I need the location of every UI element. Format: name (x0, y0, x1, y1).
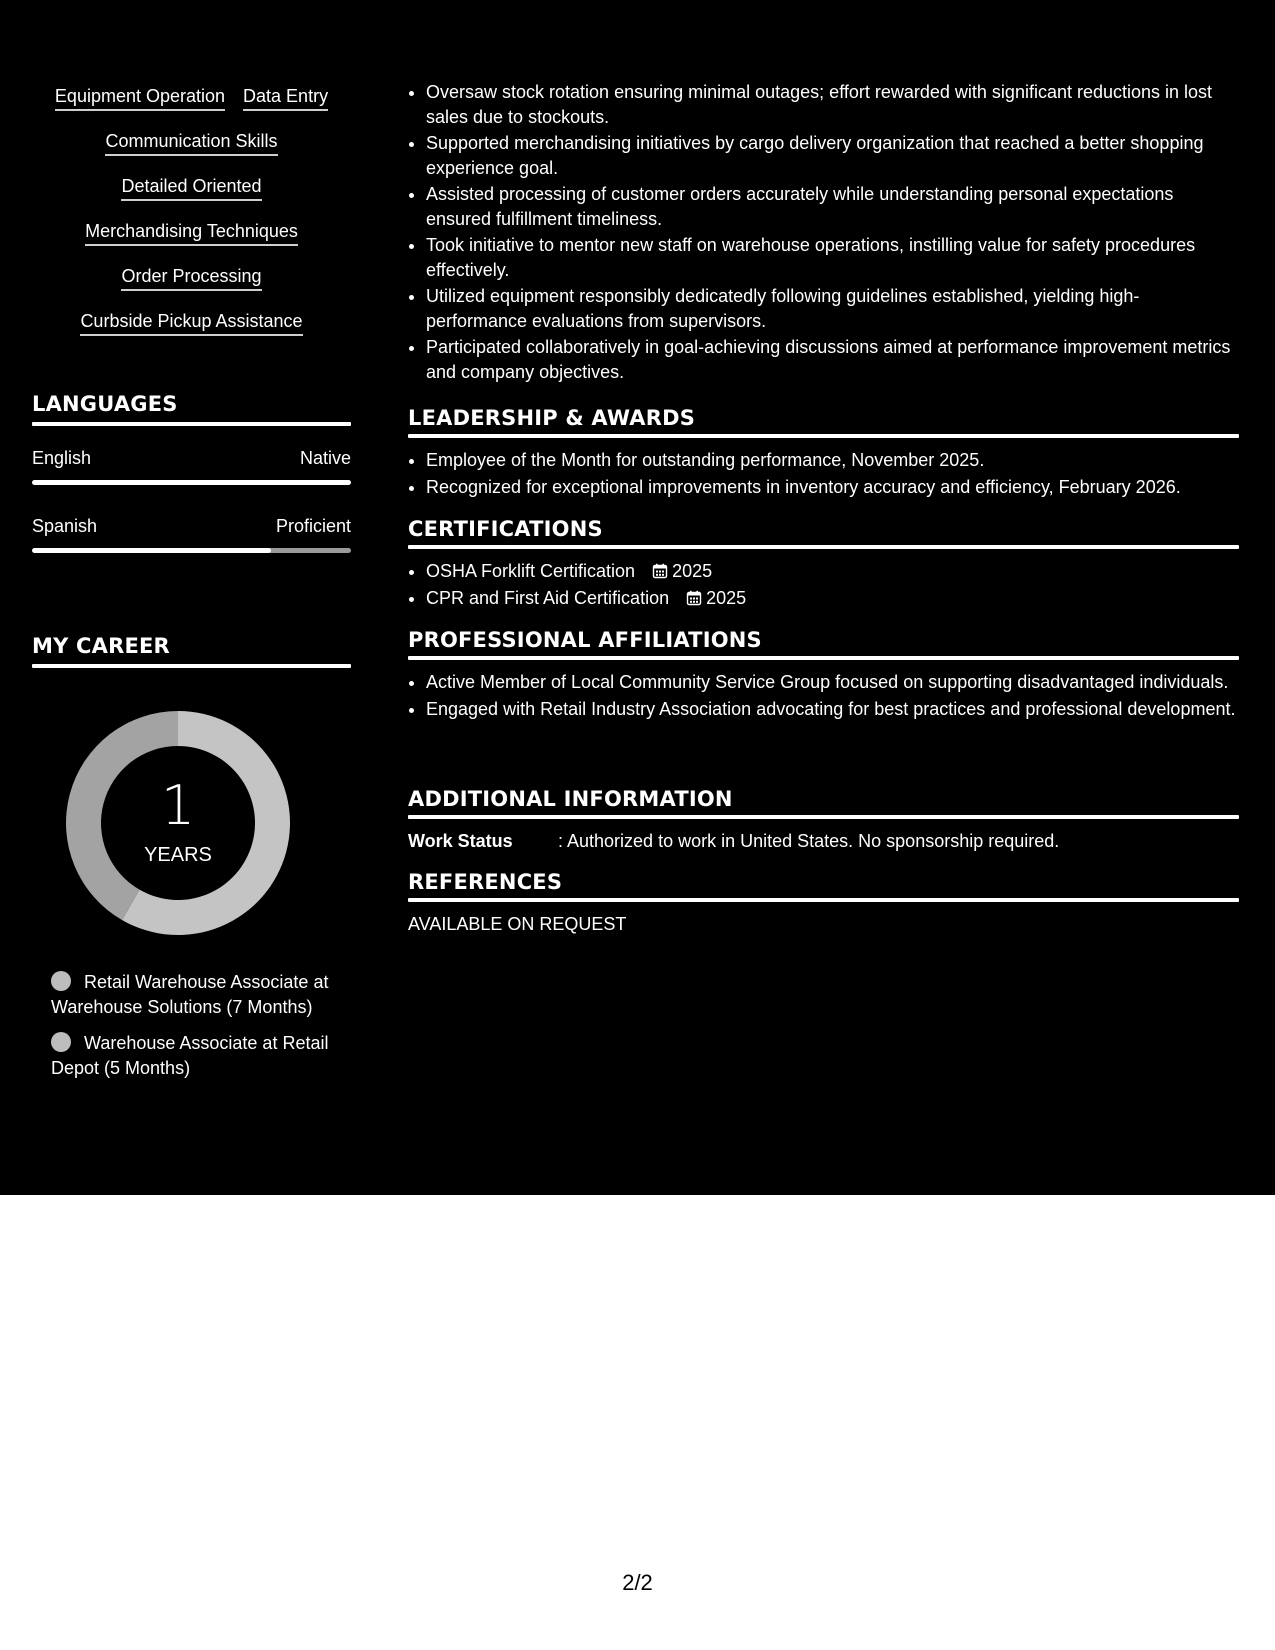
calendar-icon (652, 563, 668, 579)
language-name: English (32, 448, 92, 468)
experience-bullet: • Assisted processing of customer orders accurately while understanding personal expectations ensured fulfillment timeliness. (426, 182, 1239, 231)
work-status-row (408, 829, 1239, 853)
affiliations-heading: PROFESSIONAL AFFILIATIONS (408, 628, 762, 652)
certification-item (426, 559, 1239, 584)
section-rule (32, 422, 351, 426)
skill-row (32, 264, 351, 309)
donut-center (66, 711, 290, 935)
skill-tag: Detailed Oriented (121, 174, 261, 201)
bullet-dot-icon (51, 1032, 71, 1052)
additional-info-heading: ADDITIONAL INFORMATION (408, 787, 733, 811)
skills-list (32, 84, 351, 354)
career-years-value: 1 (160, 774, 196, 837)
career-years-unit: YEARS (144, 844, 212, 866)
career-heading: MY CAREER (32, 634, 170, 658)
work-status-value: : Authorized to work in United States. No sponsorship required. (558, 831, 1060, 851)
language-proficiency-fill (32, 548, 271, 553)
career-section (32, 633, 351, 668)
page-number: 2/2 (622, 1570, 653, 1595)
skill-tag: Communication Skills (105, 129, 277, 156)
skill-tag: Merchandising Techniques (85, 219, 298, 246)
leadership-heading: LEADERSHIP & AWARDS (408, 406, 696, 430)
language-item (32, 446, 351, 485)
languages-heading: LANGUAGES (32, 392, 178, 416)
skill-tag: Order Processing (121, 264, 261, 291)
skill-row (32, 174, 351, 219)
work-status-label: Work Status (408, 831, 513, 851)
skill-row (32, 309, 351, 354)
certification-year: 2025 (706, 587, 747, 608)
experience-bullets (408, 80, 1239, 386)
affiliation-item: • Active Member of Local Community Service Group focused on supporting disadvantaged individuals. (426, 670, 1239, 695)
affiliation-item: • Engaged with Retail Industry Association advocating for best practices and professional development. (426, 697, 1239, 722)
language-item (32, 514, 351, 553)
skill-row (32, 84, 351, 129)
experience-bullet: • Supported merchandising initiatives by cargo delivery organization that reached a better shopping experience goal. (426, 131, 1239, 180)
references-section (408, 869, 1239, 936)
languages-section (32, 391, 351, 553)
references-heading: REFERENCES (408, 870, 563, 894)
bullet-dot-icon (51, 971, 71, 991)
certifications-section (408, 516, 1239, 612)
language-name: Spanish (32, 516, 98, 536)
career-donut-chart (66, 711, 290, 935)
skill-tag: Curbside Pickup Assistance (80, 309, 302, 336)
certification-name: OSHA Forklift Certification (426, 561, 636, 581)
career-item-label: Warehouse Associate at Retail Depot (5 Months) (51, 1033, 329, 1078)
certification-item (426, 586, 1239, 611)
references-text: AVAILABLE ON REQUEST (408, 914, 627, 934)
skill-tag: Data Entry (243, 84, 328, 111)
language-proficiency-bar (32, 480, 351, 485)
career-item (51, 970, 341, 1020)
section-rule (408, 898, 1239, 902)
experience-bullet: • Utilized equipment responsibly dedicatedly following guidelines established, yielding high-performance evaluations from supervisors. (426, 284, 1239, 333)
section-rule (408, 545, 1239, 549)
award-item: • Recognized for exceptional improvements in inventory accuracy and efficiency, February 2026. (426, 475, 1239, 500)
language-level: Proficient (275, 516, 351, 536)
certification-year: 2025 (672, 561, 713, 581)
certification-name: CPR and First Aid Certification (426, 587, 670, 608)
affiliations-section (408, 627, 1239, 723)
skill-row (32, 129, 351, 174)
experience-bullet: • Participated collaboratively in goal-achieving discussions aimed at performance improvement metrics and company objectives. (426, 335, 1239, 384)
additional-info-section (408, 786, 1239, 853)
experience-bullet: • Took initiative to mentor new staff on warehouse operations, instilling value for safety procedures effectively. (426, 233, 1239, 282)
calendar-icon (686, 590, 702, 606)
career-item (51, 1031, 341, 1081)
award-item: • Employee of the Month for outstanding performance, November 2025. (426, 448, 1239, 473)
language-proficiency-fill (32, 480, 351, 485)
skill-row (32, 219, 351, 264)
section-rule (408, 656, 1239, 660)
career-item-label: Retail Warehouse Associate at Warehouse Solutions (7 Months) (51, 972, 329, 1017)
section-rule (408, 434, 1239, 438)
language-proficiency-bar (32, 548, 351, 553)
section-rule (32, 664, 351, 668)
skill-tag: Equipment Operation (55, 84, 225, 111)
certifications-heading: CERTIFICATIONS (408, 517, 603, 541)
experience-bullet: • Oversaw stock rotation ensuring minimal outages; effort rewarded with significant reductions in lost sales due to stockouts. (426, 80, 1239, 129)
leadership-section (408, 405, 1239, 501)
language-level: Native (299, 448, 351, 468)
section-rule (408, 815, 1239, 819)
career-list (51, 970, 341, 1092)
